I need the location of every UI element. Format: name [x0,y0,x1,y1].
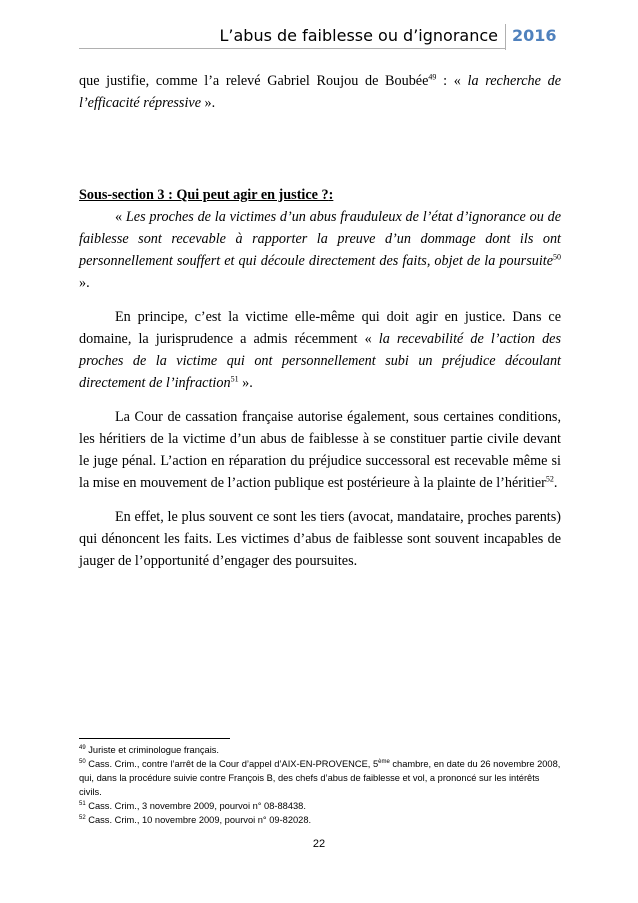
footnote-number: 49 [79,744,86,751]
footnote-number: 52 [79,814,86,821]
footnote-text: Cass. Crim., 3 novembre 2009, pourvoi n° 08-88438. [85,801,306,811]
paragraph-third-parties [79,506,561,572]
page-header [0,24,638,50]
footnote-text: Cass. Crim., contre l’arrêt de la Cour d’appel d’AIX-EN-PROVENCE, 5 [85,759,379,769]
footnote-number: 50 [79,758,86,765]
paragraph-principle-close: ». [238,375,253,391]
footnote-number: 51 [79,800,86,807]
footnote-ref-51[interactable]: 51 [230,374,239,384]
footnotes [79,743,563,827]
footnote-ordinal: ème [378,758,390,765]
footnote-51 [79,799,563,813]
header-title: L’abus de faiblesse ou d’ignorance [219,26,498,45]
quote-text: Les proches de la victimes d’un abus frauduleux de l’état d’ignorance ou de faiblesse sont recevable à rapporter la preuve d’un dommage dont ils ont personnellement souffert et qui découle directement des faits, objet de la poursuite [79,209,561,269]
paragraph-third-parties-text: En effet, le plus souvent ce sont les tiers (avocat, mandataire, proches parents) qui dénoncent les faits. Les victimes d’abus de faiblesse sont souvent incapables de jauger de l’opportunité d’engager des poursuites. [79,509,561,569]
quote-paragraph [79,206,561,294]
header-year: 2016 [512,26,557,45]
intro-paragraph [79,70,561,114]
footnote-text: Juriste et criminologue français. [85,745,219,755]
footnote-text: Cass. Crim., 10 novembre 2009, pourvoi n° 09-82028. [85,815,312,825]
paragraph-cassation-close: . [553,475,558,491]
intro-colon: : « [436,73,468,89]
footnote-separator [79,738,230,739]
paragraph-cassation [79,406,561,494]
footnote-ref-49[interactable]: 49 [428,72,437,82]
page-body [79,70,561,572]
intro-quote: la recherche de l’efficacité répressive [79,73,562,111]
header-rule [79,48,505,49]
section-heading-tail: : [328,187,334,203]
section-heading-text: Sous-section 3 : Qui peut agir en justice ? [79,187,329,203]
footnote-ref-50[interactable]: 50 [553,252,561,262]
page-number: 22 [312,838,326,850]
section-heading [79,184,561,206]
paragraph-cassation-text: La Cour de cassation française autorise également, sous certaines conditions, les héritiers de la victime d’un abus de faiblesse à se constituer partie civile devant le juge pénal. L’action en réparation du préjudice successoral est recevable même si la mise en mouvement de l’action publique est postérieure à la plainte de l’héritier [79,409,561,491]
footnote-49 [79,743,563,757]
intro-close: ». [201,95,216,111]
paragraph-principle [79,306,561,394]
footnote-ref-52[interactable]: 52 [545,474,554,484]
intro-text: que justifie, comme l’a relevé Gabriel Roujou de Boubée [79,73,429,89]
footnote-text-cont: chambre, en date du 26 novembre 2008, qui, dans la procédure suivie contre François B, des chefs d’abus de faiblesse et vol, a prononcé sur les intérêts civils. [79,759,561,797]
quote-open: « [115,209,126,225]
paragraph-principle-quote: la recevabilité de l’action des proches de la victime qui ont personnellement subi un préjudice découlant directement de l’infraction [79,331,561,391]
quote-close: ». [79,275,90,291]
footnote-50 [79,757,563,799]
paragraph-principle-text: En principe, c’est la victime elle-même qui doit agir en justice. Dans ce domaine, la jurisprudence a admis récemment « [79,309,561,347]
footnote-52 [79,813,563,827]
header-separator [505,24,506,50]
